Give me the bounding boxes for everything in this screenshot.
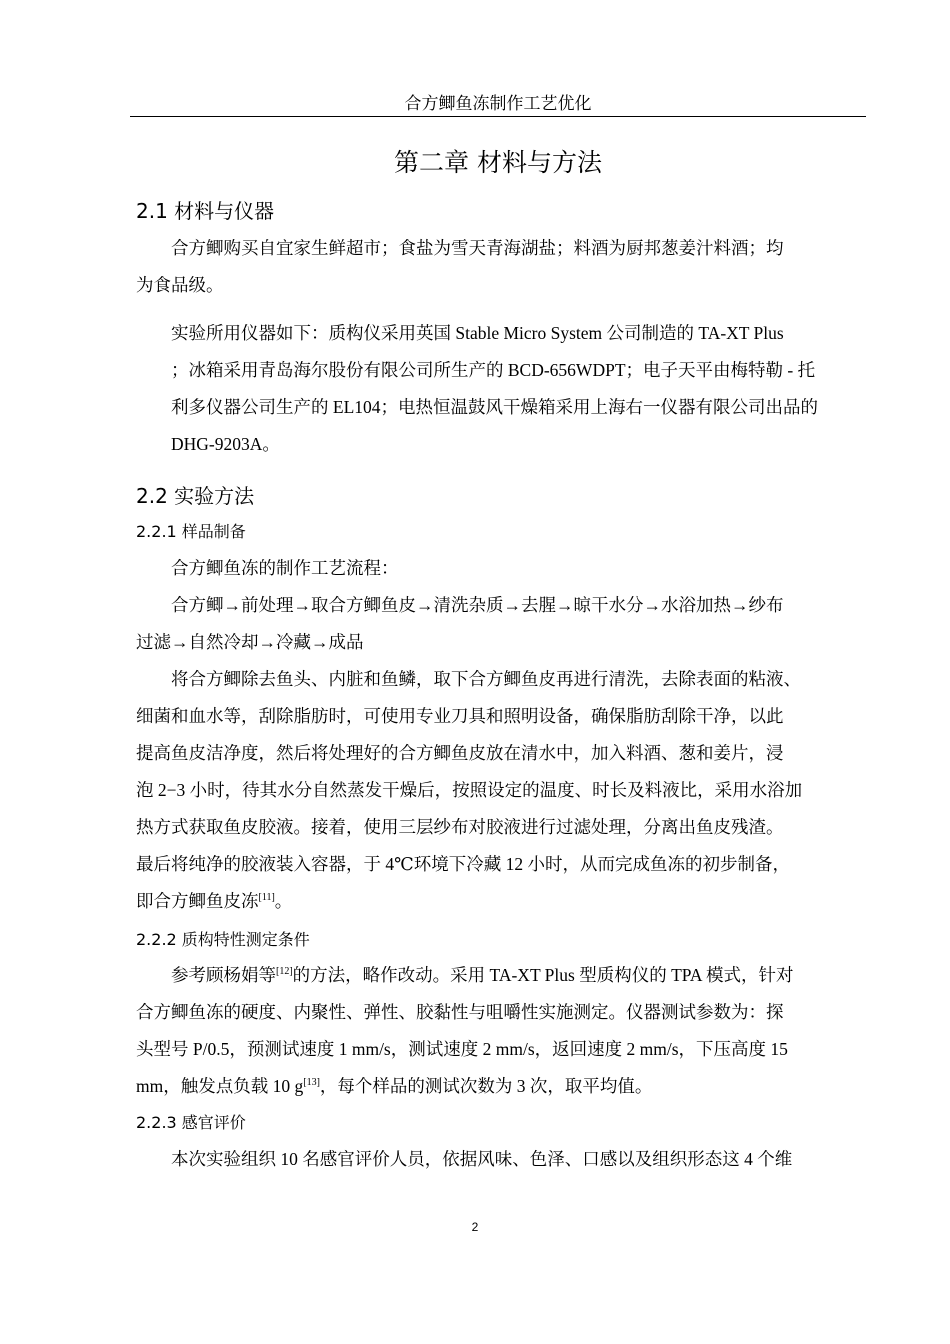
text-line: 合方鲫鱼冻的制作工艺流程： — [171, 558, 399, 578]
paragraph-process-flow — [136, 587, 866, 661]
text-line: 最后将纯净的胶液装入容器，于 4℃环境下冷藏 12 小时，从而完成鱼冻的初步制备， — [136, 854, 790, 874]
paragraph-sensory-eval — [136, 1141, 866, 1178]
section-heading-2-2: 2.2 实验方法 — [136, 484, 255, 508]
text-line — [136, 883, 866, 920]
text-line: 合方鲫鱼冻的硬度、内聚性、弹性、胶黏性与咀嚼性实施测定。仪器测试参数为：探 — [136, 1002, 784, 1022]
text-line: 热方式获取鱼皮胶液。接着，使用三层纱布对胶液进行过滤处理，分离出鱼皮残渣。 — [136, 817, 784, 837]
text-fragment: 。 — [274, 891, 293, 911]
text-fragment: 即合方鲫鱼皮冻 — [136, 891, 259, 911]
text-line: 头型号 P/0.5，预测试速度 1 mm/s，测试速度 2 mm/s，返回速度 2 mm/s，下压高度 15 — [136, 1039, 788, 1059]
text-line: 将合方鲫除去鱼头、内脏和鱼鳞，取下合方鲫鱼皮再进行清洗，去除表面的粘液、 — [171, 669, 801, 689]
citation-ref: [12] — [276, 966, 293, 978]
text-line — [136, 957, 866, 994]
text-line: 提高鱼皮洁净度，然后将处理好的合方鲫鱼皮放在清水中，加入料酒、葱和姜片，浸 — [136, 743, 784, 763]
subsection-heading-2-2-1: 2.2.1 样品制备 — [136, 522, 246, 541]
paragraph-instruments — [136, 315, 866, 463]
text-line: ；冰箱采用青岛海尔股份有限公司所生产的 BCD-656WDPT；电子天平由梅特勒 - 托 — [171, 360, 816, 380]
text-line: 为食品级。 — [136, 275, 224, 295]
text-line: 合方鲫→前处理→取合方鲫鱼皮→清洗杂质→去腥→晾干水分→水浴加热→纱布 — [171, 595, 784, 615]
text-line: 本次实验组织 10 名感官评价人员，依据风味、色泽、口感以及组织形态这 4 个维 — [171, 1149, 793, 1169]
text-line: 细菌和血水等，刮除脂肪时，可使用专业刀具和照明设备，确保脂肪刮除干净，以此 — [136, 706, 784, 726]
chapter-title: 第二章 材料与方法 — [394, 148, 602, 177]
text-fragment: 的方法，略作改动。采用 TA-XT Plus 型质构仪的 TPA 模式，针对 — [292, 965, 794, 985]
running-header: 合方鲫鱼冻制作工艺优化 — [404, 94, 592, 113]
text-line: 利多仪器公司生产的 EL104；电热恒温鼓风干燥箱采用上海右一仪器有限公司出品的 — [171, 397, 819, 417]
page-number: 2 — [471, 1220, 479, 1234]
text-line: DHG-9203A。 — [171, 434, 280, 454]
paragraph-sample-prep — [136, 661, 866, 920]
text-fragment: ，每个样品的测试次数为 3 次，取平均值。 — [319, 1076, 653, 1096]
subsection-heading-2-2-2: 2.2.2 质构特性测定条件 — [136, 930, 310, 949]
paragraph-materials — [136, 230, 866, 304]
text-line: 实验所用仪器如下：质构仪采用英国 Stable Micro System 公司制造的 TA-XT Plus — [171, 323, 784, 343]
text-line: 泡 2−3 小时，待其水分自然蒸发干燥后，按照设定的温度、时长及料液比，采用水浴加 — [136, 780, 803, 800]
text-fragment: mm，触发点负载 10 g — [136, 1076, 304, 1096]
text-line: 合方鲫购买自宜家生鲜超市；食盐为雪天青海湖盐；料酒为厨邦葱姜汁料酒；均 — [171, 238, 784, 258]
text-fragment: 参考顾杨娟等 — [171, 965, 276, 985]
text-line: 过滤→自然冷却→冷藏→成品 — [136, 632, 364, 652]
paragraph-texture-conditions — [136, 957, 866, 1105]
citation-ref: [13] — [303, 1077, 320, 1089]
section-heading-2-1: 2.1 材料与仪器 — [136, 199, 275, 223]
header-rule — [130, 116, 866, 117]
subsection-heading-2-2-3: 2.2.3 感官评价 — [136, 1113, 246, 1132]
citation-ref: [11] — [258, 892, 275, 904]
text-line — [136, 1068, 866, 1105]
paragraph-flow-intro — [136, 550, 866, 587]
